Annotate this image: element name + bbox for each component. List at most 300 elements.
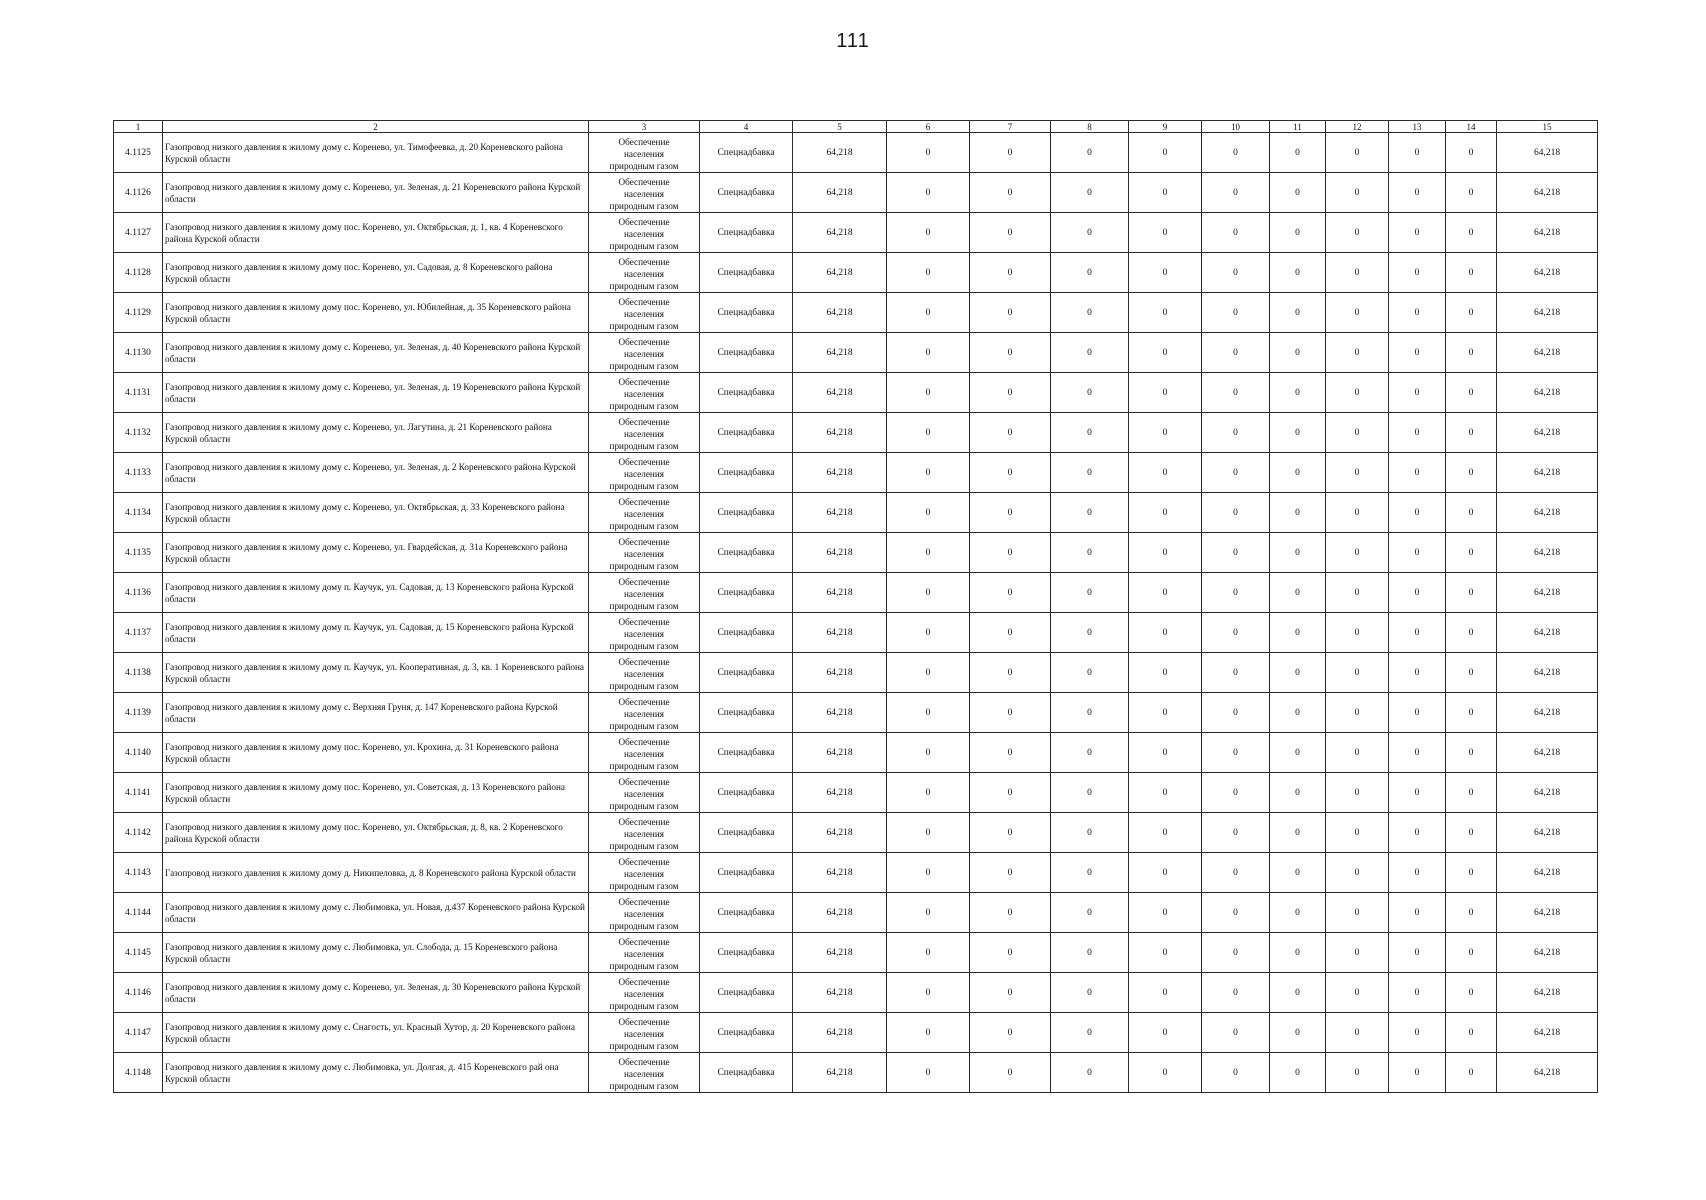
purpose-line: населения (624, 1069, 664, 1079)
purpose-line: населения (624, 189, 664, 199)
funding-source: Спецнадбавка (700, 173, 793, 213)
value-col-13: 0 (1389, 933, 1446, 973)
value-col-8: 0 (1051, 733, 1129, 773)
purpose-line: Обеспечение (618, 257, 670, 267)
value-col-7: 0 (970, 933, 1051, 973)
purpose-line: природным газом (609, 961, 679, 971)
value-col-6: 0 (887, 613, 970, 653)
value-col-8: 0 (1051, 493, 1129, 533)
funding-source: Спецнадбавка (700, 773, 793, 813)
value-col-6: 0 (887, 293, 970, 333)
purpose-line: природным газом (609, 161, 679, 171)
funding-source: Спецнадбавка (700, 893, 793, 933)
value-col-6: 0 (887, 413, 970, 453)
document-table-container (113, 120, 1597, 1093)
purpose (589, 813, 700, 853)
object-name: Газопровод низкого давления к жилому дому с. Коренево, ул. Гвардейская, д. 31а Кореневского района Курской области (163, 533, 589, 573)
value-col-15: 64,218 (1497, 973, 1598, 1013)
purpose-line: населения (624, 589, 664, 599)
value-col-10: 0 (1202, 813, 1270, 853)
object-name: Газопровод низкого давления к жилому дому с. Коренево, ул. Тимофеевка, д. 20 Кореневского района Курской области (163, 133, 589, 173)
funding-source: Спецнадбавка (700, 813, 793, 853)
value-col-13: 0 (1389, 293, 1446, 333)
value-col-9: 0 (1129, 333, 1202, 373)
value-col-10: 0 (1202, 133, 1270, 173)
value-col-6: 0 (887, 853, 970, 893)
purpose-line: природным газом (609, 721, 679, 731)
value-col-14: 0 (1446, 453, 1497, 493)
value-col-14: 0 (1446, 533, 1497, 573)
funding-source: Спецнадбавка (700, 413, 793, 453)
value-col-8: 0 (1051, 533, 1129, 573)
purpose (589, 653, 700, 693)
value-col-9: 0 (1129, 733, 1202, 773)
value-col-9: 0 (1129, 213, 1202, 253)
object-name: Газопровод низкого давления к жилому дому пос. Коренево, ул. Юбилейная, д. 35 Кореневского района Курской области (163, 293, 589, 333)
value-col-8: 0 (1051, 573, 1129, 613)
value-col-8: 0 (1051, 773, 1129, 813)
purpose-line: населения (624, 269, 664, 279)
value-col-11: 0 (1270, 253, 1326, 293)
purpose-line: населения (624, 869, 664, 879)
object-name: Газопровод низкого давления к жилому дому с. Любимовка, ул. Новая, д.437 Кореневского района Курской области (163, 893, 589, 933)
value-col-13: 0 (1389, 613, 1446, 653)
value-col-7: 0 (970, 853, 1051, 893)
value-col-7: 0 (970, 773, 1051, 813)
value-col-14: 0 (1446, 1053, 1497, 1093)
value-col-7: 0 (970, 733, 1051, 773)
value-col-13: 0 (1389, 853, 1446, 893)
value-col-13: 0 (1389, 173, 1446, 213)
row-number: 4.1147 (114, 1013, 163, 1053)
purpose-line: Обеспечение (618, 337, 670, 347)
value-col-11: 0 (1270, 1053, 1326, 1093)
column-header-7: 7 (970, 121, 1051, 133)
value-col-11: 0 (1270, 893, 1326, 933)
value-col-6: 0 (887, 813, 970, 853)
value-col-15: 64,218 (1497, 173, 1598, 213)
value-col-7: 0 (970, 333, 1051, 373)
value-col-14: 0 (1446, 613, 1497, 653)
value-col-15: 64,218 (1497, 333, 1598, 373)
purpose-line: населения (624, 989, 664, 999)
value-col-7: 0 (970, 1053, 1051, 1093)
value-col-9: 0 (1129, 653, 1202, 693)
value-col-8: 0 (1051, 133, 1129, 173)
value-col-7: 0 (970, 573, 1051, 613)
value-col-15: 64,218 (1497, 733, 1598, 773)
value-col-10: 0 (1202, 693, 1270, 733)
row-number: 4.1127 (114, 213, 163, 253)
funding-source: Спецнадбавка (700, 1053, 793, 1093)
table-row (114, 293, 1598, 333)
value-col-6: 0 (887, 573, 970, 613)
value-col-11: 0 (1270, 933, 1326, 973)
value-col-12: 0 (1326, 853, 1389, 893)
value-col-8: 0 (1051, 293, 1129, 333)
value-col-9: 0 (1129, 293, 1202, 333)
value-col-13: 0 (1389, 413, 1446, 453)
value-col-15: 64,218 (1497, 493, 1598, 533)
funding-source: Спецнадбавка (700, 373, 793, 413)
table-row (114, 733, 1598, 773)
purpose-line: Обеспечение (618, 817, 670, 827)
purpose-line: Обеспечение (618, 457, 670, 467)
row-number: 4.1129 (114, 293, 163, 333)
value-col-11: 0 (1270, 333, 1326, 373)
value-col-5: 64,218 (793, 133, 887, 173)
value-col-6: 0 (887, 213, 970, 253)
table-row (114, 333, 1598, 373)
purpose-line: населения (624, 669, 664, 679)
value-col-14: 0 (1446, 933, 1497, 973)
purpose-line: природным газом (609, 601, 679, 611)
purpose-line: природным газом (609, 1081, 679, 1091)
value-col-15: 64,218 (1497, 213, 1598, 253)
value-col-10: 0 (1202, 1053, 1270, 1093)
purpose-line: населения (624, 549, 664, 559)
column-header-13: 13 (1389, 121, 1446, 133)
value-col-9: 0 (1129, 973, 1202, 1013)
value-col-15: 64,218 (1497, 933, 1598, 973)
purpose (589, 213, 700, 253)
purpose-line: населения (624, 469, 664, 479)
value-col-13: 0 (1389, 1013, 1446, 1053)
value-col-14: 0 (1446, 773, 1497, 813)
value-col-9: 0 (1129, 533, 1202, 573)
value-col-11: 0 (1270, 173, 1326, 213)
value-col-6: 0 (887, 453, 970, 493)
value-col-5: 64,218 (793, 293, 887, 333)
value-col-7: 0 (970, 173, 1051, 213)
table-row (114, 773, 1598, 813)
purpose-line: Обеспечение (618, 577, 670, 587)
value-col-15: 64,218 (1497, 693, 1598, 733)
object-name: Газопровод низкого давления к жилому дому с. Коренево, ул. Лагутина, д. 21 Кореневского района Курской области (163, 413, 589, 453)
value-col-14: 0 (1446, 573, 1497, 613)
value-col-7: 0 (970, 413, 1051, 453)
table-row (114, 533, 1598, 573)
value-col-15: 64,218 (1497, 1013, 1598, 1053)
value-col-5: 64,218 (793, 693, 887, 733)
value-col-6: 0 (887, 1013, 970, 1053)
purpose-line: населения (624, 709, 664, 719)
object-name: Газопровод низкого давления к жилому дому пос. Коренево, ул. Советская, д. 13 Кореневского района Курской области (163, 773, 589, 813)
column-header-11: 11 (1270, 121, 1326, 133)
value-col-5: 64,218 (793, 893, 887, 933)
value-col-12: 0 (1326, 333, 1389, 373)
value-col-5: 64,218 (793, 733, 887, 773)
value-col-10: 0 (1202, 773, 1270, 813)
value-col-7: 0 (970, 653, 1051, 693)
value-col-12: 0 (1326, 413, 1389, 453)
value-col-6: 0 (887, 933, 970, 973)
value-col-13: 0 (1389, 213, 1446, 253)
purpose-line: Обеспечение (618, 977, 670, 987)
purpose-line: Обеспечение (618, 777, 670, 787)
funding-source: Спецнадбавка (700, 973, 793, 1013)
object-name: Газопровод низкого давления к жилому дому п. Каучук, ул. Садовая, д. 13 Кореневского района Курской области (163, 573, 589, 613)
purpose (589, 493, 700, 533)
purpose-line: природным газом (609, 241, 679, 251)
value-col-15: 64,218 (1497, 613, 1598, 653)
purpose-line: населения (624, 349, 664, 359)
row-number: 4.1139 (114, 693, 163, 733)
row-number: 4.1138 (114, 653, 163, 693)
purpose-line: населения (624, 1029, 664, 1039)
value-col-8: 0 (1051, 373, 1129, 413)
purpose-line: Обеспечение (618, 897, 670, 907)
table-row (114, 653, 1598, 693)
value-col-10: 0 (1202, 533, 1270, 573)
value-col-7: 0 (970, 813, 1051, 853)
value-col-10: 0 (1202, 373, 1270, 413)
object-name: Газопровод низкого давления к жилому дому п. Каучук, ул. Кооперативная, д. 3, кв. 1 Кореневского района Курской области (163, 653, 589, 693)
value-col-9: 0 (1129, 773, 1202, 813)
table-row (114, 173, 1598, 213)
object-name: Газопровод низкого давления к жилому дому с. Любимовка, ул. Слобода, д. 15 Кореневского района Курской области (163, 933, 589, 973)
value-col-15: 64,218 (1497, 573, 1598, 613)
purpose-line: Обеспечение (618, 297, 670, 307)
value-col-6: 0 (887, 173, 970, 213)
purpose-line: населения (624, 949, 664, 959)
row-number: 4.1145 (114, 933, 163, 973)
value-col-9: 0 (1129, 373, 1202, 413)
purpose-line: Обеспечение (618, 697, 670, 707)
value-col-5: 64,218 (793, 413, 887, 453)
table-row (114, 853, 1598, 893)
row-number: 4.1140 (114, 733, 163, 773)
purpose (589, 133, 700, 173)
purpose (589, 293, 700, 333)
value-col-12: 0 (1326, 733, 1389, 773)
value-col-7: 0 (970, 133, 1051, 173)
purpose-line: природным газом (609, 441, 679, 451)
value-col-11: 0 (1270, 1013, 1326, 1053)
value-col-11: 0 (1270, 693, 1326, 733)
column-header-3: 3 (589, 121, 700, 133)
object-name: Газопровод низкого давления к жилому дому с. Снагость, ул. Красный Хутор, д. 20 Кореневского района Курской области (163, 1013, 589, 1053)
funding-source: Спецнадбавка (700, 613, 793, 653)
value-col-13: 0 (1389, 253, 1446, 293)
value-col-13: 0 (1389, 453, 1446, 493)
value-col-10: 0 (1202, 213, 1270, 253)
value-col-6: 0 (887, 653, 970, 693)
value-col-14: 0 (1446, 293, 1497, 333)
value-col-15: 64,218 (1497, 373, 1598, 413)
purpose-line: населения (624, 909, 664, 919)
value-col-11: 0 (1270, 813, 1326, 853)
purpose-line: населения (624, 629, 664, 639)
funding-source: Спецнадбавка (700, 493, 793, 533)
object-name: Газопровод низкого давления к жилому дому пос. Коренево, ул. Садовая, д. 8 Кореневского района Курской области (163, 253, 589, 293)
value-col-12: 0 (1326, 373, 1389, 413)
purpose (589, 733, 700, 773)
value-col-8: 0 (1051, 653, 1129, 693)
funding-source: Спецнадбавка (700, 133, 793, 173)
value-col-12: 0 (1326, 173, 1389, 213)
purpose-line: Обеспечение (618, 1057, 670, 1067)
purpose-line: природным газом (609, 361, 679, 371)
funding-source: Спецнадбавка (700, 333, 793, 373)
value-col-6: 0 (887, 533, 970, 573)
row-number: 4.1136 (114, 573, 163, 613)
purpose (589, 613, 700, 653)
value-col-13: 0 (1389, 1053, 1446, 1093)
value-col-13: 0 (1389, 813, 1446, 853)
purpose-line: природным газом (609, 641, 679, 651)
purpose-line: населения (624, 149, 664, 159)
value-col-5: 64,218 (793, 453, 887, 493)
value-col-5: 64,218 (793, 813, 887, 853)
value-col-15: 64,218 (1497, 813, 1598, 853)
purpose-line: природным газом (609, 281, 679, 291)
purpose-line: природным газом (609, 681, 679, 691)
row-number: 4.1125 (114, 133, 163, 173)
funding-source: Спецнадбавка (700, 253, 793, 293)
purpose-line: природным газом (609, 881, 679, 891)
value-col-5: 64,218 (793, 493, 887, 533)
object-name: Газопровод низкого давления к жилому дому пос. Коренево, ул. Октябрьская, д. 8, кв. 2 Кореневского района Курской области (163, 813, 589, 853)
value-col-8: 0 (1051, 973, 1129, 1013)
value-col-14: 0 (1446, 253, 1497, 293)
purpose-line: населения (624, 229, 664, 239)
row-number: 4.1137 (114, 613, 163, 653)
object-name: Газопровод низкого давления к жилому дому с. Коренево, ул. Зеленая, д. 19 Кореневского района Курской области (163, 373, 589, 413)
object-name: Газопровод низкого давления к жилому дому с. Любимовка, ул. Долгая, д. 415 Кореневского рай она Курской области (163, 1053, 589, 1093)
value-col-11: 0 (1270, 573, 1326, 613)
value-col-11: 0 (1270, 533, 1326, 573)
value-col-10: 0 (1202, 733, 1270, 773)
value-col-10: 0 (1202, 653, 1270, 693)
row-number: 4.1131 (114, 373, 163, 413)
value-col-8: 0 (1051, 333, 1129, 373)
value-col-5: 64,218 (793, 373, 887, 413)
purpose (589, 333, 700, 373)
funding-source: Спецнадбавка (700, 853, 793, 893)
value-col-12: 0 (1326, 293, 1389, 333)
object-name: Газопровод низкого давления к жилому дому д. Никипеловка, д. 8 Кореневского района Курской области (163, 853, 589, 893)
value-col-8: 0 (1051, 1013, 1129, 1053)
object-name: Газопровод низкого давления к жилому дому с. Коренево, ул. Зеленая, д. 30 Кореневского района Курской области (163, 973, 589, 1013)
table-row (114, 1013, 1598, 1053)
value-col-14: 0 (1446, 733, 1497, 773)
value-col-10: 0 (1202, 973, 1270, 1013)
value-col-13: 0 (1389, 333, 1446, 373)
value-col-9: 0 (1129, 613, 1202, 653)
value-col-10: 0 (1202, 253, 1270, 293)
table-row (114, 253, 1598, 293)
value-col-14: 0 (1446, 333, 1497, 373)
object-name: Газопровод низкого давления к жилому дому пос. Коренево, ул. Октябрьская, д. 1, кв. 4 Кореневского района Курской области (163, 213, 589, 253)
value-col-7: 0 (970, 213, 1051, 253)
purpose-line: природным газом (609, 761, 679, 771)
value-col-11: 0 (1270, 413, 1326, 453)
value-col-8: 0 (1051, 413, 1129, 453)
value-col-12: 0 (1326, 213, 1389, 253)
purpose-line: природным газом (609, 841, 679, 851)
value-col-9: 0 (1129, 693, 1202, 733)
table-row (114, 453, 1598, 493)
value-col-12: 0 (1326, 933, 1389, 973)
value-col-14: 0 (1446, 653, 1497, 693)
purpose-line: Обеспечение (618, 137, 670, 147)
value-col-5: 64,218 (793, 253, 887, 293)
value-col-14: 0 (1446, 693, 1497, 733)
purpose (589, 1013, 700, 1053)
table-row (114, 933, 1598, 973)
value-col-13: 0 (1389, 973, 1446, 1013)
value-col-8: 0 (1051, 813, 1129, 853)
value-col-10: 0 (1202, 893, 1270, 933)
value-col-7: 0 (970, 373, 1051, 413)
purpose-line: природным газом (609, 201, 679, 211)
row-number: 4.1143 (114, 853, 163, 893)
row-number: 4.1128 (114, 253, 163, 293)
value-col-12: 0 (1326, 133, 1389, 173)
column-header-14: 14 (1446, 121, 1497, 133)
table-row (114, 693, 1598, 733)
value-col-8: 0 (1051, 253, 1129, 293)
purpose-line: населения (624, 749, 664, 759)
table-row (114, 973, 1598, 1013)
value-col-9: 0 (1129, 493, 1202, 533)
purpose-line: Обеспечение (618, 417, 670, 427)
value-col-10: 0 (1202, 453, 1270, 493)
funding-source: Спецнадбавка (700, 933, 793, 973)
column-header-1: 1 (114, 121, 163, 133)
purpose (589, 973, 700, 1013)
table-row (114, 373, 1598, 413)
column-header-10: 10 (1202, 121, 1270, 133)
purpose-line: Обеспечение (618, 177, 670, 187)
purpose-line: природным газом (609, 1041, 679, 1051)
value-col-14: 0 (1446, 1013, 1497, 1053)
value-col-12: 0 (1326, 1013, 1389, 1053)
value-col-7: 0 (970, 293, 1051, 333)
purpose-line: населения (624, 829, 664, 839)
value-col-11: 0 (1270, 613, 1326, 653)
value-col-7: 0 (970, 453, 1051, 493)
table-row (114, 1053, 1598, 1093)
value-col-15: 64,218 (1497, 133, 1598, 173)
value-col-12: 0 (1326, 813, 1389, 853)
value-col-10: 0 (1202, 853, 1270, 893)
value-col-14: 0 (1446, 493, 1497, 533)
value-col-15: 64,218 (1497, 1053, 1598, 1093)
value-col-8: 0 (1051, 933, 1129, 973)
purpose (589, 693, 700, 733)
funding-source: Спецнадбавка (700, 293, 793, 333)
funding-source: Спецнадбавка (700, 213, 793, 253)
purpose-line: природным газом (609, 481, 679, 491)
object-name: Газопровод низкого давления к жилому дому с. Коренево, ул. Зеленая, д. 21 Кореневского района Курской области (163, 173, 589, 213)
purpose-line: Обеспечение (618, 937, 670, 947)
purpose-line: населения (624, 429, 664, 439)
table-header-row (114, 121, 1598, 133)
object-name: Газопровод низкого давления к жилому дому п. Каучук, ул. Садовая, д. 15 Кореневского района Курской области (163, 613, 589, 653)
purpose (589, 773, 700, 813)
funding-source: Спецнадбавка (700, 693, 793, 733)
value-col-13: 0 (1389, 773, 1446, 813)
value-col-9: 0 (1129, 573, 1202, 613)
purpose-line: населения (624, 389, 664, 399)
value-col-6: 0 (887, 253, 970, 293)
value-col-7: 0 (970, 533, 1051, 573)
value-col-5: 64,218 (793, 933, 887, 973)
value-col-7: 0 (970, 253, 1051, 293)
value-col-13: 0 (1389, 533, 1446, 573)
